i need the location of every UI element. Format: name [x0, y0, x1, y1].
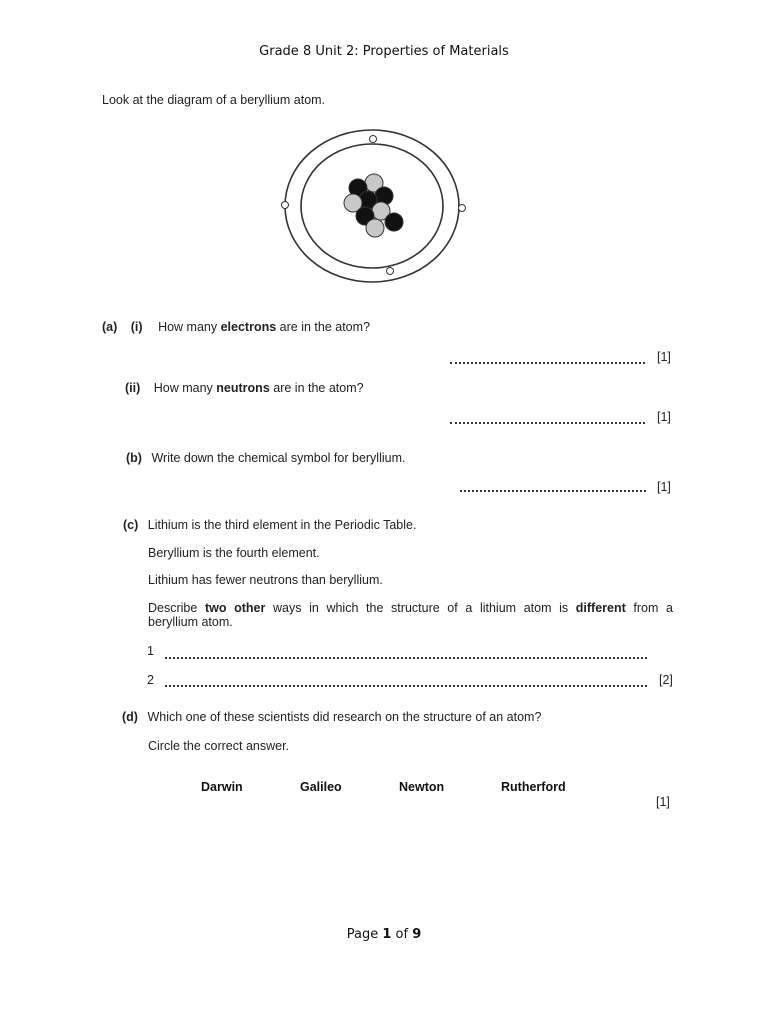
answer-number-1: 1: [147, 644, 154, 658]
answer-line-a-i[interactable]: [450, 362, 645, 364]
marks-c: [2]: [659, 673, 673, 687]
neutron: [385, 213, 403, 231]
question-b-text: Write down the chemical symbol for beryllium.: [151, 451, 406, 465]
question-a-i-pre: How many: [158, 320, 221, 334]
describe-p2: ways in which the structure of a lithium atom is: [265, 601, 576, 615]
question-c-line3: Lithium has fewer neutrons than beryllium.: [148, 573, 383, 587]
question-a-ii: [125, 381, 364, 395]
option-darwin[interactable]: Darwin: [201, 780, 243, 794]
question-c-describe-line2: beryllium atom.: [148, 615, 233, 629]
question-d: [122, 710, 541, 724]
answer-line-b[interactable]: [460, 490, 646, 492]
marks-a-i: [1]: [657, 350, 671, 364]
answer-number-2: 2: [147, 673, 154, 687]
question-a-ii-label: (ii): [125, 381, 141, 395]
page-number: [0, 927, 768, 942]
question-c-line2: Beryllium is the fourth element.: [148, 546, 320, 560]
question-a-i-post: are in the atom?: [276, 320, 370, 334]
proton: [366, 219, 384, 237]
question-b-label: (b): [126, 451, 142, 465]
question-a-i: [102, 320, 370, 334]
question-c-text1: Lithium is the third element in the Periodic Table.: [147, 518, 417, 532]
electron: [387, 268, 394, 275]
option-galileo[interactable]: Galileo: [300, 780, 342, 794]
total-pages: 9: [412, 927, 422, 942]
describe-bold-1: two other: [204, 601, 266, 615]
answer-line-c-2[interactable]: [165, 685, 647, 687]
describe-p1: Describe: [148, 601, 205, 615]
describe-bold-2: different: [575, 601, 626, 615]
question-d-instruction: Circle the correct answer.: [148, 739, 290, 753]
option-rutherford[interactable]: Rutherford: [501, 780, 566, 794]
question-a-label: (a): [102, 320, 118, 334]
nucleus: [344, 174, 403, 237]
marks-b: [1]: [657, 480, 671, 494]
beryllium-atom-diagram: [278, 118, 478, 286]
question-a-ii-bold: neutrons: [216, 381, 270, 395]
intro-text: Look at the diagram of a beryllium atom.: [102, 93, 326, 107]
electron: [370, 136, 377, 143]
question-c-label: (c): [123, 518, 139, 532]
question-a-ii-post: are in the atom?: [269, 381, 364, 395]
marks-a-ii: [1]: [657, 410, 671, 424]
question-d-text: Which one of these scientists did research on the structure of an atom?: [147, 710, 542, 724]
marks-d: [1]: [656, 795, 670, 809]
question-a-ii-pre: How many: [153, 381, 217, 395]
current-page: 1: [382, 927, 392, 942]
page-word: Page: [346, 927, 383, 942]
describe-p3: from a: [625, 601, 673, 615]
electron: [282, 202, 289, 209]
question-a-i-label: (i): [130, 320, 143, 334]
question-c-line1: [123, 518, 416, 532]
answer-line-a-ii[interactable]: [450, 422, 645, 424]
question-d-label: (d): [122, 710, 138, 724]
question-b: [126, 451, 405, 465]
electron: [459, 205, 466, 212]
question-c-describe: [148, 601, 673, 615]
answer-line-c-1[interactable]: [165, 657, 647, 659]
question-a-i-bold: electrons: [220, 320, 277, 334]
page-title: Grade 8 Unit 2: Properties of Materials: [259, 44, 509, 59]
option-newton[interactable]: Newton: [399, 780, 445, 794]
of-word: of: [391, 927, 413, 942]
